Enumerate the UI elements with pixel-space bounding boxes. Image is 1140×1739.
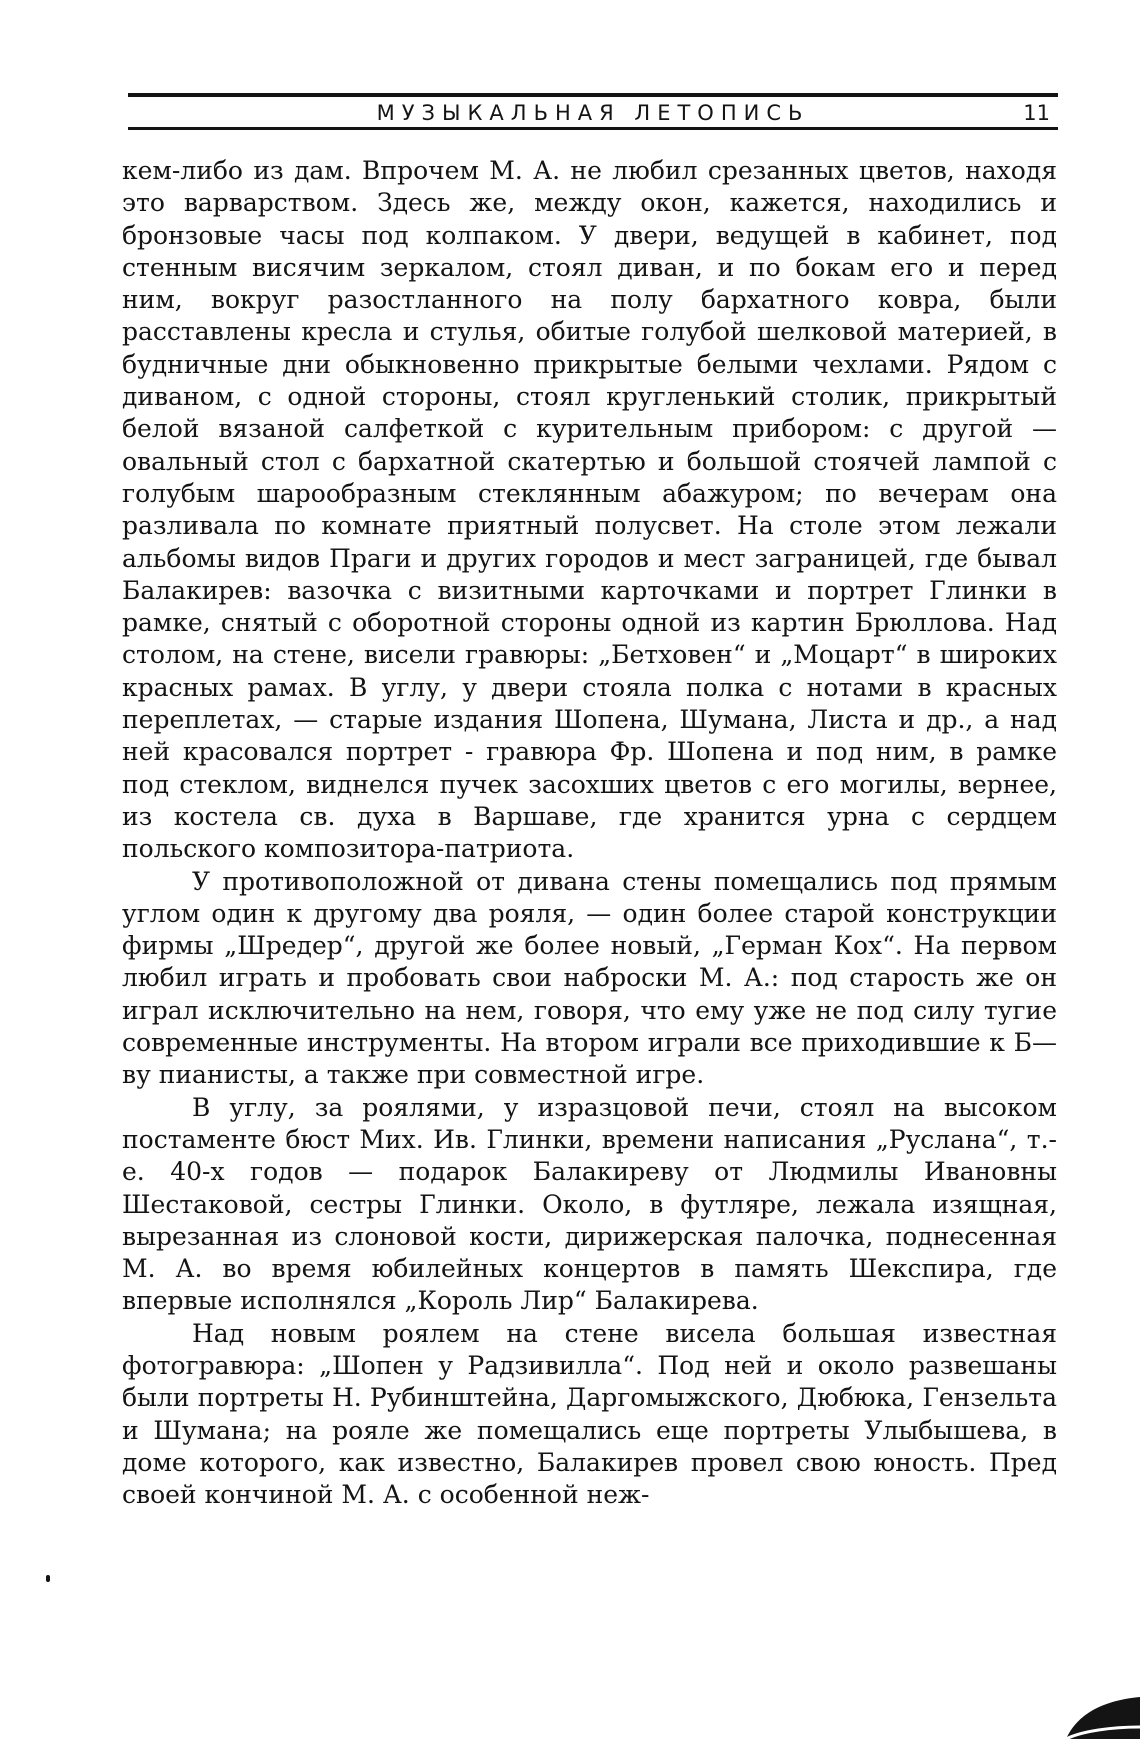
body-text — [122, 155, 1057, 1511]
running-title: МУЗЫКАЛЬНАЯ ЛЕТОПИСЬ — [376, 101, 810, 125]
paragraph-2: У противоположной от дивана стены помещались под прямым углом один к другому два рояля, — один более старой конструкции фирмы „Шредер“, другой же более новый, „Герман Кох“. На первом любил играть и пробовать свои наброски М. А.: под старость же он играл исключительно на нем, говоря, что ему уже не под силу тугие современные инструменты. На втором играли все приходившие к Б—ву пианисты, а также при совместной игре. — [122, 866, 1057, 1090]
running-header — [128, 93, 1058, 130]
margin-ink-mark — [46, 1575, 50, 1582]
header-row — [128, 97, 1058, 127]
header-rule-bottom — [128, 127, 1058, 130]
paragraph-4: Над новым роялем на стене висела большая известная фотогравюра: „Шопен у Радзивилла“. Под ней и около развешаны были портреты Н. Рубинштейна, Даргомыжского, Дюбюка, Гензельта и Шумана; на рояле же помещались еще портреты Улыбышева, в доме которого, как известно, Балакирев провел свою юность. Пред своей кончиной М. А. с особенной неж- — [122, 1318, 1057, 1510]
page-number: 11 — [1023, 101, 1050, 125]
paragraph-1: кем-либо из дам. Впрочем М. А. не любил срезанных цветов, находя это варварством. Здесь же, между окон, кажется, находились и бронзовые часы под колпаком. У двери, ведущей в кабинет, под стенным висячим зеркалом, стоял диван, и по бокам его и перед ним, вокруг разостланного на полу бархатного ковра, были расставлены кресла и стулья, обитые голубой шелковой материей, в будничные дни обыкновенно прикрытые белыми чехлами. Рядом с диваном, с одной стороны, стоял кругленький столик, прикрытый белой вязаной салфеткой с курительным прибором: с другой — овальный стол с бархатной скатертью и большой стоячей лампой с голубым шарообразным стеклянным абажуром; по вечерам она разливала по комнате приятный полусвет. На столе этом лежали альбомы видов Праги и других городов и мест заграницей, где бывал Балакирев: вазочка с визитными карточками и портрет Глинки в рамке, снятый с оборотной стороны одной из картин Брюллова. Над столом, на стене, висели гравюры: „Бетховен“ и „Моцарт“ в широких красных рамах. В углу, у двери стояла полка с нотами в красных переплетах, — старые издания Шопена, Шумана, Листа и др., а над ней красовался портрет - гравюра Фр. Шопена и под ним, в рамке под стеклом, виднелся пучек засохших цветов с его могилы, вернее, из костела св. духа в Варшаве, где хранится урна с сердцем польского композитора-патриота. — [122, 156, 1057, 864]
page-corner-ornament-icon — [1062, 1687, 1140, 1739]
paragraph-3: В углу, за роялями, у изразцовой печи, стоял на высоком постаменте бюст Мих. Ив. Глинки, времени написания „Руслана“, т.-е. 40-х годов — подарок Балакиреву от Людмилы Ивановны Шестаковой, сестры Глинки. Около, в футляре, лежала изящная, вырезанная из слоновой кости, дирижерская палочка, поднесенная М. А. во время юбилейных концертов в память Шекспира, где впервые исполнялся „Король Лир“ Балакирева. — [122, 1092, 1057, 1316]
